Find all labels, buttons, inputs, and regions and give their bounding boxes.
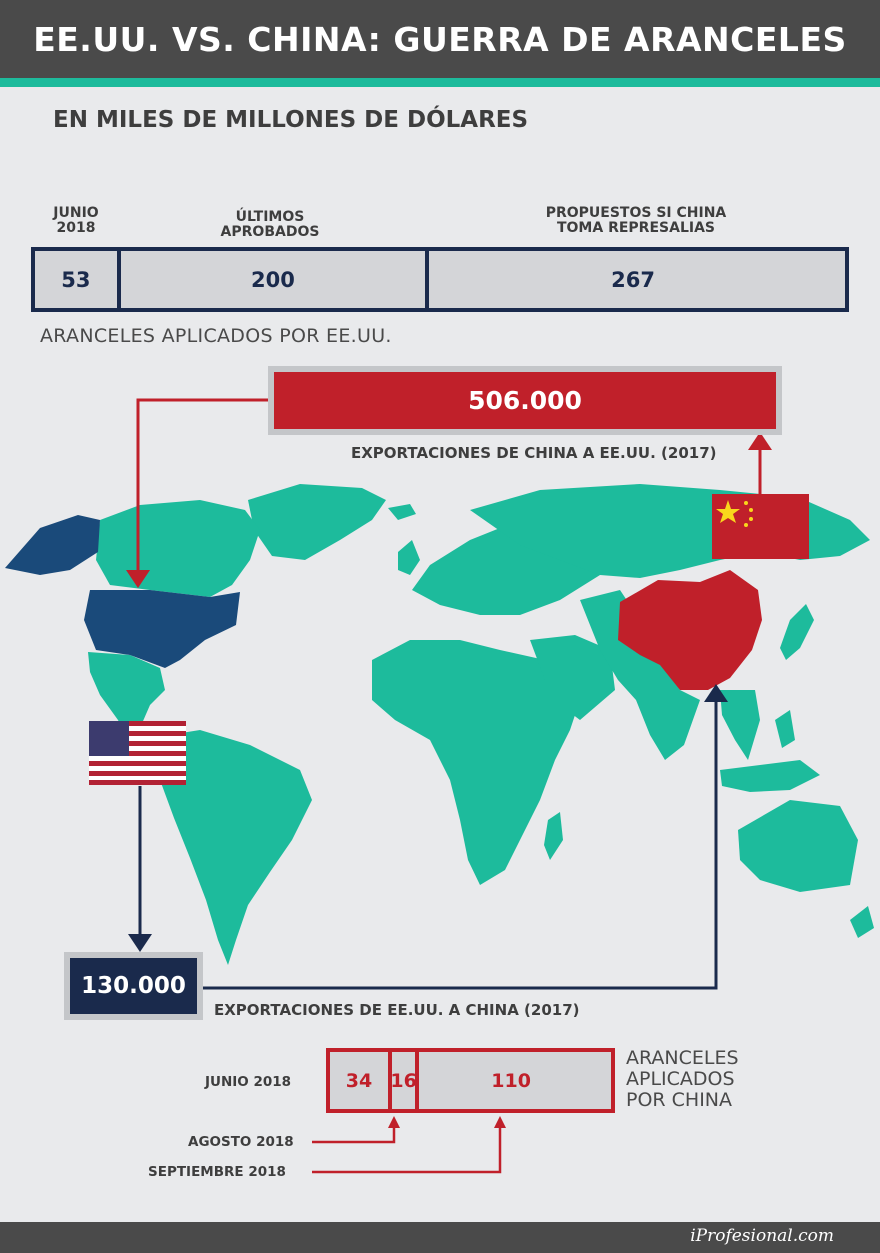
cn-bar-segment-june: [330, 1052, 388, 1109]
usa-exports-box: [64, 952, 203, 1020]
usa-exports-value: 130.000: [70, 958, 197, 1014]
brand-logo: iProfesional.com: [690, 1226, 834, 1246]
cn-category-label-august: AGOSTO 2018: [188, 1134, 294, 1150]
cn-value-label-june: 34: [345, 1069, 373, 1092]
page-title: EE.UU. VS. CHINA: GUERRA DE ARANCELES: [33, 19, 847, 59]
us-category-label-proposed: PROPUESTOS SI CHINA TOMA REPRESALIAS: [545, 205, 727, 236]
us-value-label-approved: 200: [251, 267, 295, 292]
august-connector-head: [388, 1116, 400, 1128]
china-tariff-caption: ARANCELES APLICADOS POR CHINA: [626, 1047, 739, 1111]
cn-value-label-september: 110: [491, 1069, 531, 1092]
cn-bar-segment-september: [415, 1052, 603, 1109]
usa-flag-icon: [89, 721, 186, 785]
cn-value-label-august: 16: [390, 1069, 417, 1092]
units-subtitle: EN MILES DE MILLONES DE DÓLARES: [53, 107, 529, 133]
cn-category-label-september: SEPTIEMBRE 2018: [148, 1164, 286, 1180]
us-value-label-proposed: 267: [611, 267, 655, 292]
china-exports-value: 506.000: [274, 372, 776, 429]
usa-arrow-head-box: [128, 934, 152, 952]
us-category-label-approved: ÚLTIMOS APROBADOS: [220, 209, 320, 240]
cn-category-label-june: JUNIO 2018: [205, 1074, 292, 1090]
cn-bar-segment-august: [388, 1052, 415, 1109]
china-tariff-bar: [326, 1048, 615, 1113]
china-flag-icon: [712, 494, 809, 559]
usa-exports-label: EXPORTACIONES DE EE.UU. A CHINA (2017): [214, 1001, 580, 1019]
china-exports-label: EXPORTACIONES DE CHINA A EE.UU. (2017): [351, 444, 717, 462]
us-category-label-june: JUNIO 2018: [53, 205, 99, 236]
us-tariff-caption: ARANCELES APLICADOS POR EE.UU.: [40, 325, 392, 347]
china-exports-box: [268, 366, 782, 435]
september-connector-head: [494, 1116, 506, 1128]
china-tariff-connectors: [312, 1126, 500, 1172]
us-value-label-june: 53: [61, 267, 91, 292]
